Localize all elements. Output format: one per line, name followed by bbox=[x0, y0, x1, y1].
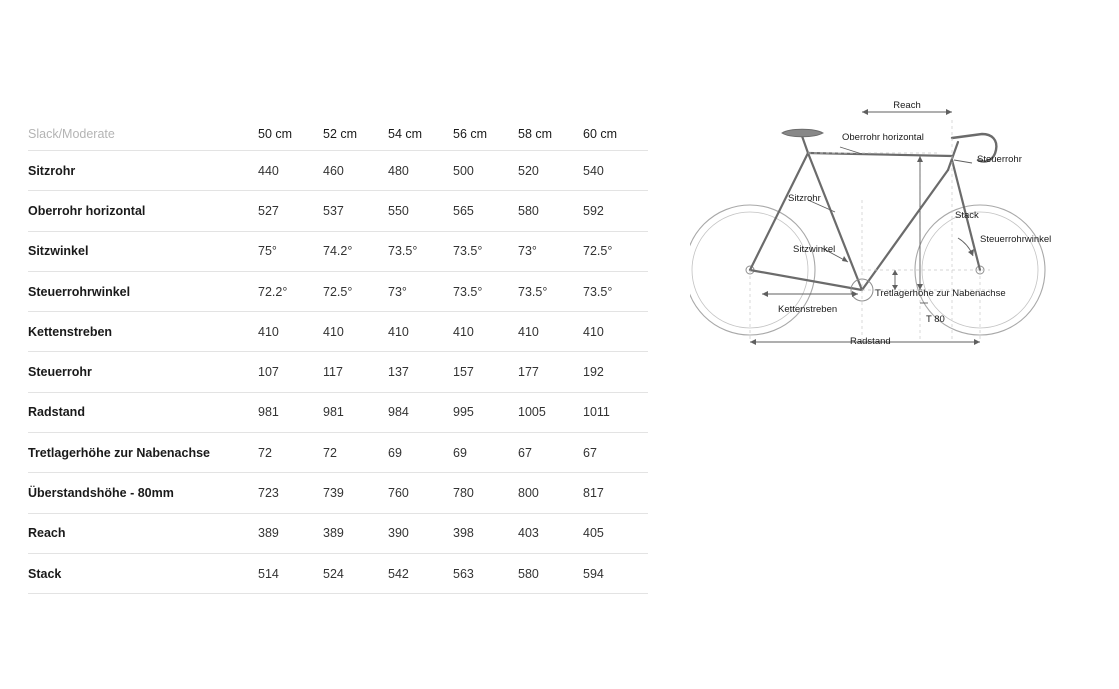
cell-5-4: 177 bbox=[518, 352, 583, 392]
cell-6-5: 1011 bbox=[583, 392, 648, 432]
row-label-reach: Reach bbox=[28, 513, 258, 553]
label-steuerrohr: Steuerrohr bbox=[977, 154, 1022, 165]
cell-6-0: 981 bbox=[258, 392, 323, 432]
label-radstand: Radstand bbox=[850, 336, 891, 347]
cell-0-5: 540 bbox=[583, 151, 648, 191]
cell-3-5: 73.5° bbox=[583, 271, 648, 311]
cell-2-2: 73.5° bbox=[388, 231, 453, 271]
cell-5-5: 192 bbox=[583, 352, 648, 392]
table-header-size-4: 58 cm bbox=[518, 118, 583, 151]
cell-1-3: 565 bbox=[453, 191, 518, 231]
cell-2-5: 72.5° bbox=[583, 231, 648, 271]
table-header-label: Slack/Moderate bbox=[28, 118, 258, 151]
cell-4-1: 410 bbox=[323, 312, 388, 352]
cell-10-4: 580 bbox=[518, 553, 583, 593]
label-t80: T 80 bbox=[926, 314, 945, 325]
cell-10-0: 514 bbox=[258, 553, 323, 593]
cell-4-0: 410 bbox=[258, 312, 323, 352]
table-header-size-3: 56 cm bbox=[453, 118, 518, 151]
cell-8-5: 817 bbox=[583, 473, 648, 513]
row-label-sitzrohr: Sitzrohr bbox=[28, 151, 258, 191]
table-row bbox=[28, 191, 648, 231]
row-label-stack: Stack bbox=[28, 553, 258, 593]
label-reach: Reach bbox=[893, 100, 921, 111]
label-kettenstreben: Kettenstreben bbox=[778, 304, 838, 315]
label-stack: Stack bbox=[955, 210, 979, 221]
cell-10-1: 524 bbox=[323, 553, 388, 593]
cell-1-1: 537 bbox=[323, 191, 388, 231]
cell-9-3: 398 bbox=[453, 513, 518, 553]
cell-0-1: 460 bbox=[323, 151, 388, 191]
cell-9-1: 389 bbox=[323, 513, 388, 553]
row-label-sitzwinkel: Sitzwinkel bbox=[28, 231, 258, 271]
label-tretlagerhoehe: Tretlagerhöhe zur Nabenachse bbox=[875, 288, 1006, 299]
cell-10-3: 563 bbox=[453, 553, 518, 593]
cell-7-1: 72 bbox=[323, 433, 388, 473]
cell-3-2: 73° bbox=[388, 271, 453, 311]
table-row bbox=[28, 312, 648, 352]
cell-7-0: 72 bbox=[258, 433, 323, 473]
cell-0-0: 440 bbox=[258, 151, 323, 191]
row-label-oberrohr-horizontal: Oberrohr horizontal bbox=[28, 191, 258, 231]
row-label-radstand: Radstand bbox=[28, 392, 258, 432]
table-row bbox=[28, 352, 648, 392]
cell-4-2: 410 bbox=[388, 312, 453, 352]
row-label-ueberstandshoehe: Überstandshöhe - 80mm bbox=[28, 473, 258, 513]
table-row bbox=[28, 513, 648, 553]
row-label-kettenstreben: Kettenstreben bbox=[28, 312, 258, 352]
cell-0-4: 520 bbox=[518, 151, 583, 191]
table-row bbox=[28, 433, 648, 473]
cell-9-2: 390 bbox=[388, 513, 453, 553]
cell-5-3: 157 bbox=[453, 352, 518, 392]
cell-7-2: 69 bbox=[388, 433, 453, 473]
cell-6-3: 995 bbox=[453, 392, 518, 432]
cell-4-5: 410 bbox=[583, 312, 648, 352]
cell-9-5: 405 bbox=[583, 513, 648, 553]
table-row bbox=[28, 271, 648, 311]
table-header-size-5: 60 cm bbox=[583, 118, 648, 151]
cell-10-2: 542 bbox=[388, 553, 453, 593]
cell-8-2: 760 bbox=[388, 473, 453, 513]
cell-6-1: 981 bbox=[323, 392, 388, 432]
cell-7-5: 67 bbox=[583, 433, 648, 473]
cell-3-1: 72.5° bbox=[323, 271, 388, 311]
geometry-table bbox=[28, 118, 648, 594]
table-row bbox=[28, 473, 648, 513]
cell-2-0: 75° bbox=[258, 231, 323, 271]
cell-5-1: 117 bbox=[323, 352, 388, 392]
cell-7-3: 69 bbox=[453, 433, 518, 473]
label-sitzwinkel: Sitzwinkel bbox=[793, 244, 836, 255]
table-row bbox=[28, 392, 648, 432]
cell-1-0: 527 bbox=[258, 191, 323, 231]
cell-7-4: 67 bbox=[518, 433, 583, 473]
geometry-table-container bbox=[28, 118, 648, 594]
label-steuerrohrwinkel: Steuerrohrwinkel bbox=[980, 234, 1052, 245]
bike-frame-icon bbox=[750, 136, 980, 290]
cell-0-3: 500 bbox=[453, 151, 518, 191]
cell-8-3: 780 bbox=[453, 473, 518, 513]
cell-5-2: 137 bbox=[388, 352, 453, 392]
cell-1-2: 550 bbox=[388, 191, 453, 231]
table-row bbox=[28, 231, 648, 271]
row-label-steuerrohrwinkel: Steuerrohrwinkel bbox=[28, 271, 258, 311]
cell-1-5: 592 bbox=[583, 191, 648, 231]
cell-4-4: 410 bbox=[518, 312, 583, 352]
cell-3-0: 72.2° bbox=[258, 271, 323, 311]
saddle-icon bbox=[782, 129, 823, 137]
table-row bbox=[28, 151, 648, 191]
cell-9-0: 389 bbox=[258, 513, 323, 553]
cell-10-5: 594 bbox=[583, 553, 648, 593]
cell-3-3: 73.5° bbox=[453, 271, 518, 311]
table-header-size-1: 52 cm bbox=[323, 118, 388, 151]
cell-1-4: 580 bbox=[518, 191, 583, 231]
cell-2-4: 73° bbox=[518, 231, 583, 271]
cell-2-3: 73.5° bbox=[453, 231, 518, 271]
cell-2-1: 74.2° bbox=[323, 231, 388, 271]
bike-geometry-diagram bbox=[690, 90, 1100, 380]
table-header-size-0: 50 cm bbox=[258, 118, 323, 151]
table-body bbox=[28, 151, 648, 594]
cell-3-4: 73.5° bbox=[518, 271, 583, 311]
cell-5-0: 107 bbox=[258, 352, 323, 392]
cell-6-2: 984 bbox=[388, 392, 453, 432]
cell-9-4: 403 bbox=[518, 513, 583, 553]
cell-6-4: 1005 bbox=[518, 392, 583, 432]
row-label-steuerrohr: Steuerrohr bbox=[28, 352, 258, 392]
cell-8-4: 800 bbox=[518, 473, 583, 513]
label-sitzrohr: Sitzrohr bbox=[788, 193, 821, 204]
cell-8-1: 739 bbox=[323, 473, 388, 513]
cell-8-0: 723 bbox=[258, 473, 323, 513]
table-header-row bbox=[28, 118, 648, 151]
cell-4-3: 410 bbox=[453, 312, 518, 352]
cell-0-2: 480 bbox=[388, 151, 453, 191]
label-oberrohr: Oberrohr horizontal bbox=[842, 132, 924, 143]
table-row bbox=[28, 553, 648, 593]
row-label-tretlagerhoehe: Tretlagerhöhe zur Nabenachse bbox=[28, 433, 258, 473]
table-header-size-2: 54 cm bbox=[388, 118, 453, 151]
table-header bbox=[28, 118, 648, 151]
